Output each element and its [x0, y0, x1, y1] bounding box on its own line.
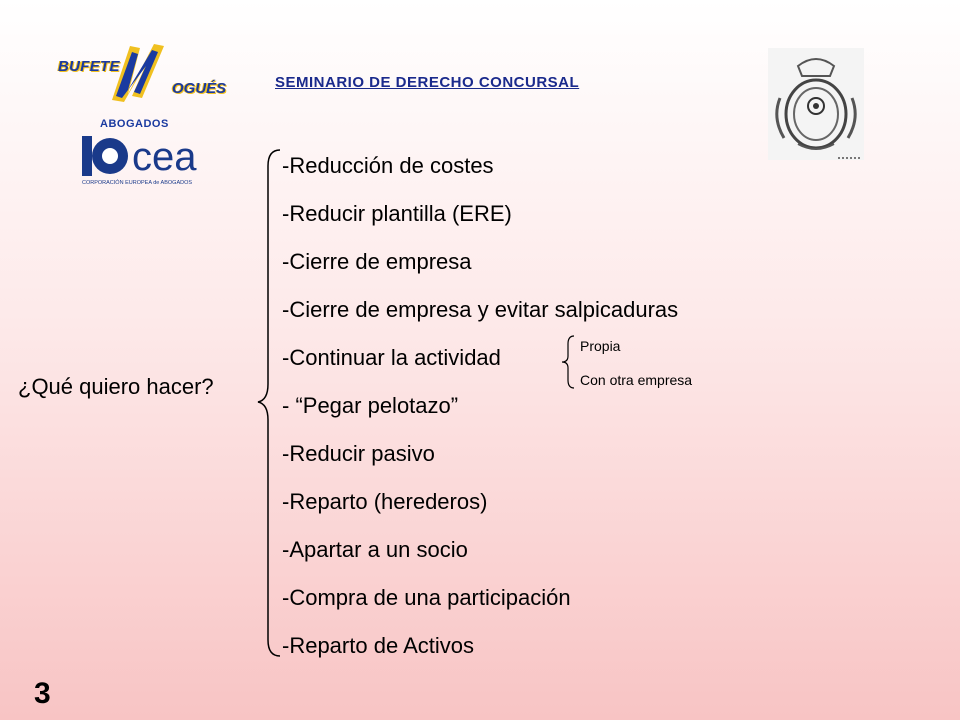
- crest-icon: [768, 48, 864, 160]
- cea-logo: [80, 132, 210, 192]
- sub-brace: [560, 334, 578, 390]
- option-item: -Reducir pasivo: [282, 441, 435, 466]
- cea-mark: [80, 132, 210, 180]
- page-number: 3: [34, 677, 51, 710]
- sub-option-item: Con otra empresa: [580, 372, 693, 388]
- sub-option-item: Propia: [580, 338, 621, 354]
- page-title: SEMINARIO DE DERECHO CONCURSAL: [275, 74, 580, 91]
- bufete-word: BUFETE: [58, 58, 120, 75]
- option-item: -Reducción de costes: [282, 153, 494, 178]
- svg-text:cea: cea: [132, 135, 197, 179]
- crest-emblem: [768, 48, 864, 160]
- option-item: -Cierre de empresa y evitar salpicaduras: [282, 297, 679, 322]
- cea-subtitle: CORPORACIÓN EUROPEA de ABOGADOS: [82, 180, 193, 186]
- question-label: ¿Qué quiero hacer?: [18, 374, 214, 399]
- bufete-logo: [52, 38, 242, 130]
- abogados-word: ABOGADOS: [100, 118, 169, 130]
- option-item: -Reparto (herederos): [282, 489, 488, 514]
- option-item: - “Pegar pelotazo”: [282, 393, 459, 418]
- option-item: -Reparto de Activos: [282, 633, 474, 658]
- option-item: -Reducir plantilla (ERE): [282, 201, 512, 226]
- option-item: -Compra de una participación: [282, 585, 571, 610]
- option-item: -Cierre de empresa: [282, 249, 472, 274]
- option-item: -Apartar a un socio: [282, 537, 468, 562]
- option-item: -Continuar la actividad: [282, 345, 501, 370]
- ogues-word: OGUÉS: [172, 80, 227, 97]
